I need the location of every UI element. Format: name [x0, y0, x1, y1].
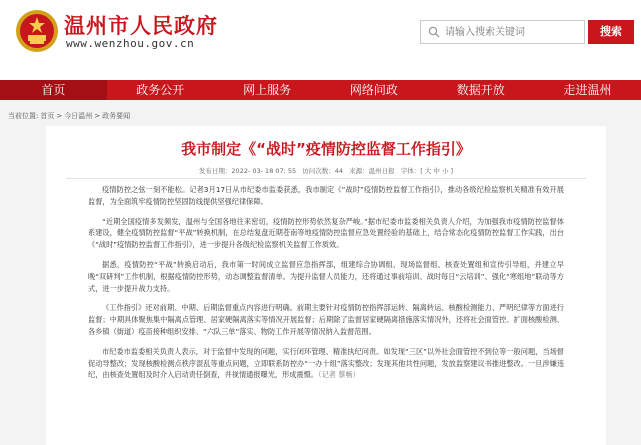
- breadcrumb-item-home[interactable]: 首页: [40, 112, 55, 120]
- article-paragraph-last: [88, 346, 564, 381]
- nav-item-online-services[interactable]: 网上服务: [243, 83, 292, 97]
- nav-item-government-affairs[interactable]: 政务公开: [136, 83, 185, 97]
- search-button[interactable]: 搜索: [588, 20, 634, 44]
- site-name[interactable]: 温州市人民政府: [64, 14, 218, 38]
- article-author: （记者 蔡畅）: [318, 370, 360, 380]
- breadcrumb-prefix: 当前位置:: [8, 112, 39, 120]
- nav-item-online-inquiry[interactable]: 网络问政: [349, 83, 398, 97]
- article-paragraph: “近期全国疫情多发频发，温州与全国各地往来密切，疫情防控形势依然复杂严峻。”据市纪委市监委相关负责人介绍，为加强我市疫情防控监督体系建设，健全疫情防控监督“平战”转换机制，在总结复盘近期苍南等地疫情防控监督应急处置经验的基础上，结合常态化疫情防控监督工作实践，出台《“战时”疫情防控监督工作指引》，进一步提升各级纪检监察机关监督工作质效。: [88, 216, 564, 250]
- national-emblem-icon[interactable]: [14, 8, 60, 54]
- article-paragraph: 《工作指引》还对前期、中期、后期监督重点内容进行明确。前期主要针对疫情防控指挥部运转、隔离转运、核酸检测能力、严明纪律等方面进行监督；中期具体聚焦集中隔离点管理、居家硬隔离落实等情况开展监督；后期除了监督居家硬隔离措施落实情况外，还将社会面管控、扩面核酸检测、各乡镇（街道）疫苗接种组织安排、“六队三单”落实、物防工作开展等情况纳入监督范围。: [88, 303, 564, 336]
- article-body: [88, 184, 564, 389]
- article-paragraph: 疫情防控之弦一刻不能松。记者3月17日从市纪委市监委获悉，我市制定《“战时”疫情防控监督工作指引》，推动各级纪检监察机关精准有效开展监督，为全面筑牢疫情防控坚固防线提供坚强纪律保障。: [88, 185, 564, 206]
- article-card: [46, 126, 606, 445]
- article-source: 来源：温州日报: [349, 167, 395, 175]
- font-size-selector[interactable]: 字体：[ 大 中 小 ]: [400, 167, 454, 175]
- article-paragraph-text: 市纪委市监委相关负责人表示，对于监督中发现的问题，实行闭环管理、精准执纪问责。如发现“三区”以外社会面管控不到位等一般问题，当场督促动导整改；发现核酸检测点秩序混乱等重点问题，立即联系防控办“一办十组”落实整改；发现其他共性问题，发放监察建议书推进整改。一旦涉嫌违纪，由核查处置组及时介入启动责任倒查，并视情通报曝光，形成震慑。: [88, 346, 564, 380]
- breadcrumb: [8, 111, 132, 121]
- site-header: [0, 0, 641, 80]
- breadcrumb-separator: >: [56, 112, 63, 120]
- article-title: 我市制定《“战时”疫情防控监督工作指引》: [181, 140, 471, 158]
- search-input[interactable]: [445, 23, 581, 41]
- breadcrumb-item-today-wenzhou[interactable]: 今日温州: [64, 112, 93, 120]
- main-nav: [0, 80, 641, 100]
- breadcrumb-separator: >: [94, 112, 101, 120]
- nav-item-about-wenzhou[interactable]: 走进温州: [563, 83, 612, 97]
- search-icon: [428, 26, 440, 38]
- view-count: 访问次数：44: [302, 167, 344, 175]
- breadcrumb-item-government-news[interactable]: 政务要闻: [102, 112, 131, 120]
- search-box: [420, 20, 585, 44]
- article-meta: [46, 166, 606, 175]
- publish-time: 发布日期：2022- 03- 18 07: 55: [198, 167, 297, 175]
- nav-item-open-data[interactable]: 数据开放: [456, 83, 505, 97]
- divider: [66, 178, 586, 179]
- site-url: www.wenzhou.gov.cn: [66, 37, 195, 50]
- nav-item-home[interactable]: 首页: [0, 80, 107, 100]
- article-paragraph: 据悉，疫情防控“平战”转换启动后，我市第一时间成立监督应急指挥部，组建综合协调组、现场监督组、核查处置组和宣传引导组，并建立早晚“双研判”工作机制，根据疫情防控形势，动态调整监督清单。为提升监督人员能力，还将通过事前培训、战时每日“云培训”、强化“寒组地”联动等方式，进一步提升战力支持。: [88, 259, 564, 293]
